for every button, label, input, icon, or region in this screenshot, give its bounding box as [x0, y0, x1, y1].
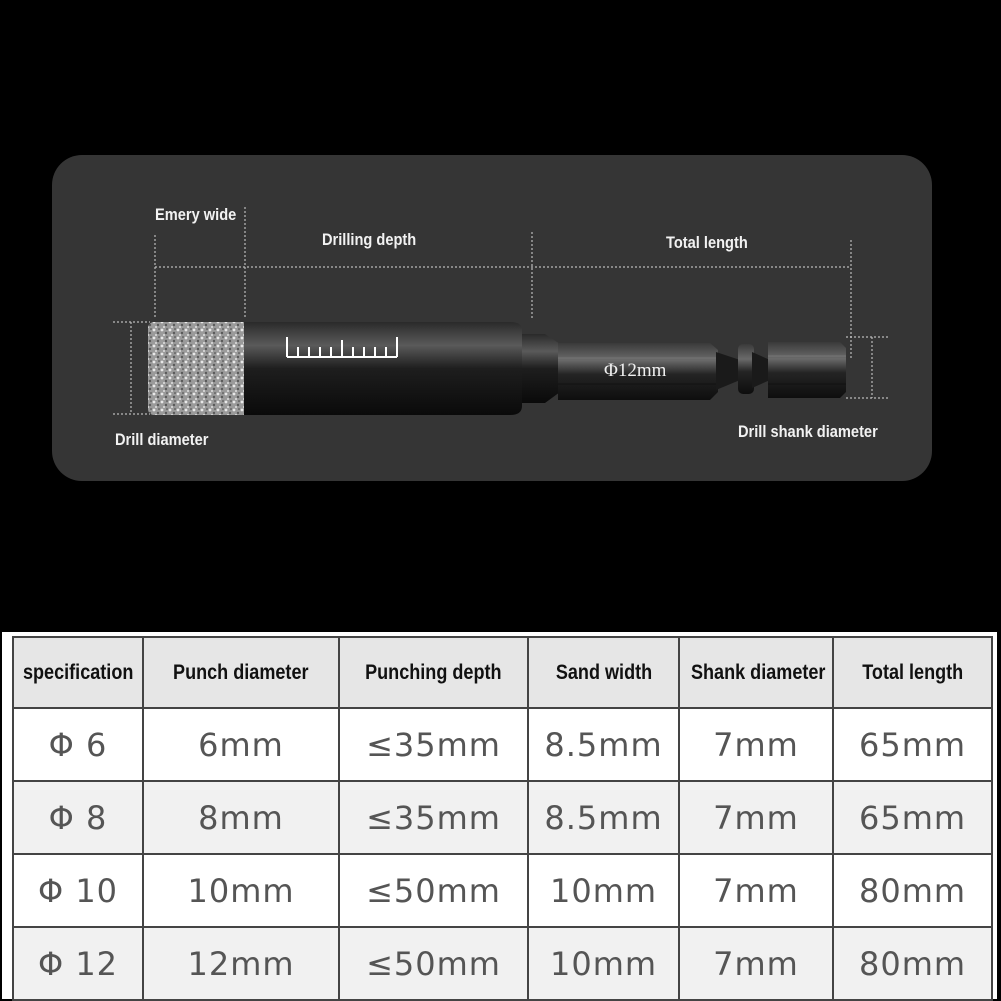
cell-punching-depth: ≤35mm	[339, 781, 528, 854]
header-shank-diameter: Shank diameter	[679, 637, 833, 708]
cell-total-length: 80mm	[833, 854, 992, 927]
table-row	[13, 781, 992, 854]
emery-wide-label: Emery wide	[155, 205, 237, 224]
table-header-row	[13, 637, 992, 708]
cell-total-length: 80mm	[833, 927, 992, 1000]
cell-punch-diameter: 8mm	[143, 781, 339, 854]
drill-body	[244, 322, 522, 415]
drill-bit	[148, 322, 846, 415]
cell-specification: Φ 12	[13, 927, 143, 1000]
cell-shank-diameter: 7mm	[679, 708, 833, 781]
drilling-depth-label: Drilling depth	[322, 230, 417, 249]
cell-total-length: 65mm	[833, 781, 992, 854]
cell-shank-diameter: 7mm	[679, 854, 833, 927]
spec-table	[12, 636, 993, 1001]
cell-sand-width: 8.5mm	[528, 708, 679, 781]
cell-sand-width: 10mm	[528, 927, 679, 1000]
spec-table-panel	[2, 632, 997, 999]
cell-specification: Φ 6	[13, 708, 143, 781]
header-punching-depth: Punching depth	[339, 637, 528, 708]
cell-total-length: 65mm	[833, 708, 992, 781]
cell-sand-width: 10mm	[528, 854, 679, 927]
hex-shank-end	[768, 342, 846, 398]
cell-punching-depth: ≤50mm	[339, 927, 528, 1000]
drill-shank-diameter-label: Drill shank diameter	[738, 422, 878, 441]
header-sand-width: Sand width	[528, 637, 679, 708]
cell-punch-diameter: 12mm	[143, 927, 339, 1000]
cell-shank-diameter: 7mm	[679, 927, 833, 1000]
header-punch-diameter: Punch diameter	[143, 637, 339, 708]
shank-size-marking: Φ12mm	[604, 360, 667, 381]
cell-punch-diameter: 6mm	[143, 708, 339, 781]
header-specification: specification	[13, 637, 143, 708]
shank-collar	[738, 344, 754, 394]
diamond-grit-head	[148, 322, 248, 415]
drill-diameter-label: Drill diameter	[115, 430, 209, 449]
cell-sand-width: 8.5mm	[528, 781, 679, 854]
cell-shank-diameter: 7mm	[679, 781, 833, 854]
table-row	[13, 927, 992, 1000]
table-row	[13, 854, 992, 927]
table-row	[13, 708, 992, 781]
cell-specification: Φ 10	[13, 854, 143, 927]
total-length-label: Total length	[666, 233, 748, 252]
cell-specification: Φ 8	[13, 781, 143, 854]
cell-punching-depth: ≤50mm	[339, 854, 528, 927]
cell-punch-diameter: 10mm	[143, 854, 339, 927]
cell-punching-depth: ≤35mm	[339, 708, 528, 781]
header-total-length: Total length	[833, 637, 992, 708]
drill-neck	[522, 334, 560, 403]
